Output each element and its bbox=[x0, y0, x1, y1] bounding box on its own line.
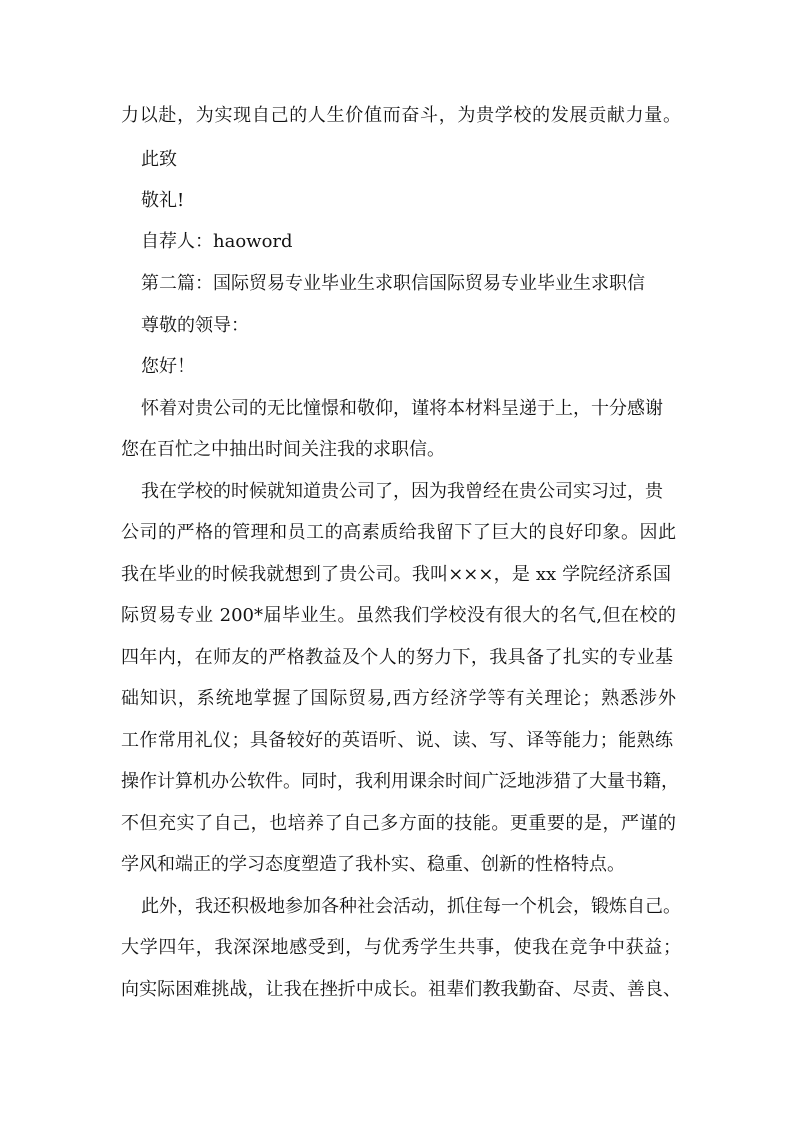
text-line: 工作常用礼仪；具备较好的英语听、说、读、写、译等能力；能熟练 bbox=[121, 730, 673, 751]
text-line: 第二篇：国际贸易专业毕业生求职信国际贸易专业毕业生求职信 bbox=[141, 273, 645, 294]
text-line: 际贸易专业 200*届毕业生。虽然我们学校没有很大的名气,但在校的 bbox=[121, 605, 676, 626]
text-line: 础知识，系统地掌握了国际贸易,西方经济学等有关理论；熟悉涉外 bbox=[121, 688, 676, 709]
text-line: 您在百忙之中抽出时间关注我的求职信。 bbox=[121, 439, 445, 460]
text-line: 公司的严格的管理和员工的高素质给我留下了巨大的良好印象。因此 bbox=[121, 522, 676, 543]
text-line: 您好！ bbox=[141, 356, 195, 377]
text-line: 操作计算机办公软件。同时，我利用课余时间广泛地涉猎了大量书籍， bbox=[121, 771, 679, 792]
text-line: 此外，我还积极地参加各种社会活动，抓住每一个机会，锻炼自己。 bbox=[141, 896, 681, 917]
text-line: 学风和端正的学习态度塑造了我朴实、稳重、创新的性格特点。 bbox=[121, 854, 625, 875]
text-line: 我在学校的时候就知道贵公司了，因为我曾经在贵公司实习过，贵 bbox=[141, 481, 663, 502]
text-line: 我在毕业的时候我就想到了贵公司。我叫×××，是 xx 学院经济系国 bbox=[121, 564, 671, 585]
text-line: 敬礼! bbox=[141, 190, 185, 211]
text-line: 向实际困难挑战，让我在挫折中成长。祖辈们教我勤奋、尽责、善良、 bbox=[121, 979, 681, 1000]
text-line: 怀着对贵公司的无比憧憬和敬仰，谨将本材料呈递于上，十分感谢 bbox=[141, 398, 663, 419]
text-line: 此致 bbox=[141, 149, 177, 170]
text-line: 力以赴，为实现自己的人生价值而奋斗，为贵学校的发展贡献力量。 bbox=[121, 105, 681, 126]
text-line: 自荐人：haoword bbox=[141, 231, 293, 252]
text-line: 四年内，在师友的严格教益及个人的努力下，我具备了扎实的专业基 bbox=[121, 647, 673, 668]
text-line: 不但充实了自己，也培养了自己多方面的技能。更重要的是，严谨的 bbox=[121, 813, 676, 834]
text-line: 大学四年，我深深地感受到，与优秀学生共事，使我在竞争中获益； bbox=[121, 937, 681, 958]
text-line: 尊敬的领导： bbox=[141, 315, 249, 336]
